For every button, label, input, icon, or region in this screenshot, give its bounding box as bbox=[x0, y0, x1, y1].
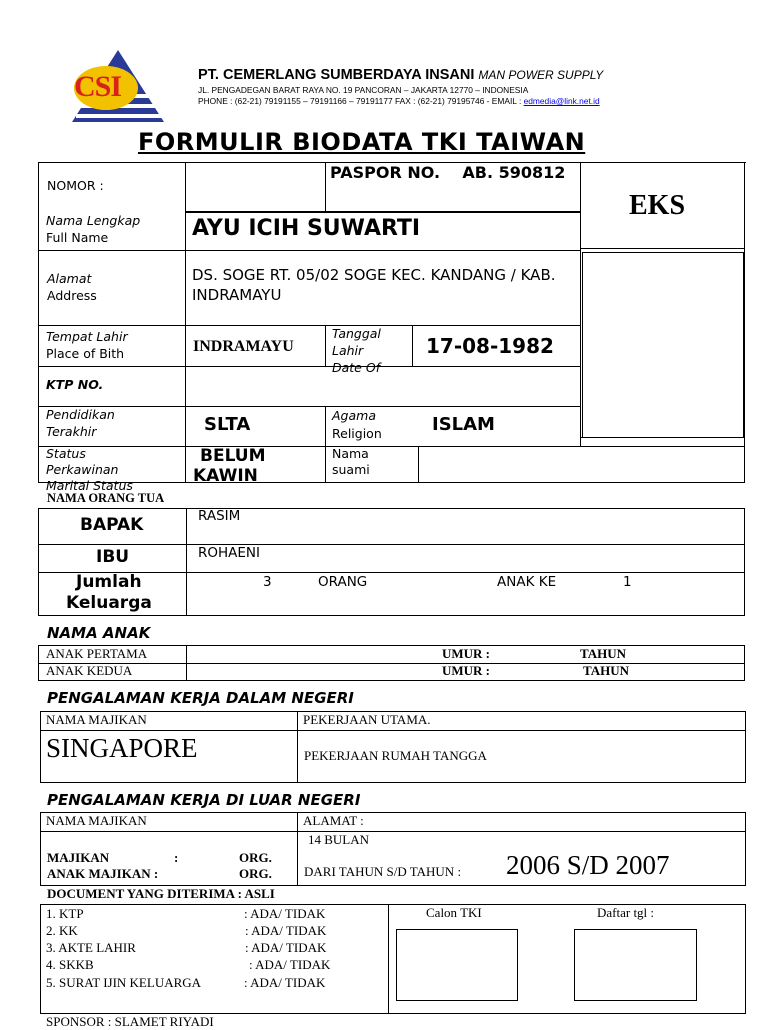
form-title: FORMULIR BIODATA TKI TAIWAN bbox=[138, 128, 586, 156]
status-value-line2: KAWIN bbox=[193, 466, 258, 486]
dn-pekerjaan-label: PEKERJAAN UTAMA. bbox=[303, 712, 431, 727]
keluarga-label: Keluarga bbox=[66, 593, 152, 613]
tempat-label-en: Place of Bith bbox=[46, 346, 125, 361]
sponsor-line: SPONSOR : SLAMET RIYADI bbox=[46, 1014, 214, 1029]
dn-majikan-label: NAMA MAJIKAN bbox=[46, 712, 147, 727]
anak-pertama-umur: UMUR : bbox=[442, 646, 491, 661]
doc-surat-label: 5. SURAT IJIN KELUARGA bbox=[46, 975, 202, 990]
orang-label: ORANG bbox=[318, 574, 368, 590]
doc-kk-status: : ADA/ TIDAK bbox=[245, 923, 327, 938]
religion-label: Religion bbox=[332, 426, 382, 441]
agama-label: Agama bbox=[332, 408, 376, 423]
logo-text: CSI bbox=[74, 70, 122, 103]
ln-dari-label: DARI TAHUN S/D TAHUN : bbox=[304, 864, 462, 879]
ln-anak-majikan-label: ANAK MAJIKAN : bbox=[47, 866, 159, 881]
doc-ktp-label: 1. KTP bbox=[46, 906, 84, 921]
dalam-negeri-heading: PENGALAMAN KERJA DALAM NEGERI bbox=[47, 689, 354, 707]
anak-kedua-label: ANAK KEDUA bbox=[46, 663, 133, 678]
alamat-label-en: Address bbox=[47, 288, 97, 303]
suami-label: Nama bbox=[332, 446, 369, 461]
nama-anak-heading: NAMA ANAK bbox=[47, 624, 151, 642]
company-contact: PHONE : (62-21) 79191155 – 79191166 – 79191177 FAX : (62-21) 79195746 - EMAIL : edmedia@link.net.id bbox=[198, 96, 600, 106]
nomor-label: NOMOR : bbox=[47, 178, 104, 193]
luar-negeri-heading: PENGALAMAN KERJA DI LUAR NEGERI bbox=[47, 791, 361, 809]
tanggal-value: 17-08-1982 bbox=[426, 334, 554, 358]
ln-alamat-label: ALAMAT : bbox=[303, 813, 364, 828]
anak-ke-label: ANAK KE bbox=[497, 574, 557, 590]
orang-tua-heading: NAMA ORANG TUA bbox=[47, 491, 165, 505]
ln-majikan-colon: : bbox=[174, 850, 179, 865]
status-label-box bbox=[46, 446, 183, 493]
tanggal-label: Tanggal bbox=[332, 326, 381, 341]
calon-tki-signature-box bbox=[396, 929, 518, 1001]
paspor-value: AB. 590812 bbox=[462, 163, 566, 182]
paspor-label: PASPOR NO. bbox=[330, 163, 441, 182]
dn-pekerjaan-value: PEKERJAAN RUMAH TANGGA bbox=[304, 748, 487, 763]
pendidikan-label: Pendidikan bbox=[46, 407, 115, 422]
suami-label-2: suami bbox=[332, 462, 370, 477]
nama-value: AYU ICIH SUWARTI bbox=[192, 216, 421, 241]
email-link[interactable]: edmedia@link.net.id bbox=[523, 96, 600, 106]
marital-status-label: Marital Status bbox=[46, 478, 133, 493]
ln-majikan-org: ORG. bbox=[239, 850, 272, 865]
nama-label: Nama Lengkap bbox=[46, 213, 141, 228]
status-value-line1: BELUM bbox=[200, 446, 266, 466]
status-label: Status bbox=[46, 446, 86, 461]
pendidikan-value: SLTA bbox=[204, 414, 251, 435]
doc-ktp-status: : ADA/ TIDAK bbox=[244, 906, 326, 921]
eks-label: EKS bbox=[629, 190, 686, 221]
anak-kedua-umur: UMUR : bbox=[442, 663, 491, 678]
anak-pertama-label: ANAK PERTAMA bbox=[46, 646, 148, 661]
ibu-value: ROHAENI bbox=[198, 545, 261, 561]
status-value-box bbox=[193, 446, 323, 486]
alamat-value-line1: DS. SOGE RT. 05/02 SOGE KEC. KANDANG / KAB. bbox=[192, 266, 556, 284]
doc-akte-label: 3. AKTE LAHIR bbox=[46, 940, 136, 955]
jumlah-label: Jumlah bbox=[76, 572, 142, 592]
lahir-label: Lahir bbox=[332, 343, 364, 358]
daftar-tgl-box bbox=[574, 929, 697, 1001]
bapak-value: RASIM bbox=[198, 508, 241, 524]
alamat-label: Alamat bbox=[47, 271, 92, 286]
calon-tki-label: Calon TKI bbox=[426, 905, 482, 920]
perkawinan-label: Perkawinan bbox=[46, 462, 119, 477]
tanggal-label-box bbox=[332, 326, 410, 375]
company-logo bbox=[66, 48, 166, 124]
company-address: JL. PENGADEGAN BARAT RAYA NO. 19 PANCORAN – JAKARTA 12770 – INDONESIA bbox=[198, 85, 529, 95]
documents-heading: DOCUMENT YANG DITERIMA : ASLI bbox=[47, 886, 275, 901]
alamat-value-line2: INDRAMAYU bbox=[192, 286, 282, 304]
doc-skkb-label: 4. SKKB bbox=[46, 957, 94, 972]
doc-akte-status: : ADA/ TIDAK bbox=[245, 940, 327, 955]
doc-surat-status: : ADA/ TIDAK bbox=[244, 975, 326, 990]
date-of-label: Date Of bbox=[332, 360, 381, 375]
company-name: PT. CEMERLANG SUMBERDAYA INSANI MAN POWER SUPPLY bbox=[198, 67, 604, 83]
ln-majikan-label: NAMA MAJIKAN bbox=[46, 813, 147, 828]
ibu-label: IBU bbox=[96, 547, 130, 567]
ln-duration: 14 BULAN bbox=[308, 832, 370, 847]
anak-pertama-tahun: TAHUN bbox=[580, 646, 626, 661]
tempat-label: Tempat Lahir bbox=[46, 329, 128, 344]
agama-value: ISLAM bbox=[432, 414, 495, 435]
jumlah-value: 3 bbox=[263, 574, 272, 590]
doc-skkb-status: : ADA/ TIDAK bbox=[249, 957, 331, 972]
ln-majikan-count-label: MAJIKAN bbox=[47, 850, 110, 865]
company-tagline: MAN POWER SUPPLY bbox=[478, 68, 604, 82]
photo-box bbox=[582, 252, 744, 438]
dn-majikan-value: SINGAPORE bbox=[46, 733, 198, 763]
ln-anak-majikan-org: ORG. bbox=[239, 866, 272, 881]
daftar-tgl-label: Daftar tgl : bbox=[597, 905, 655, 920]
ktp-label: KTP NO. bbox=[46, 377, 104, 392]
ln-dari-value: 2006 S/D 2007 bbox=[506, 850, 670, 880]
nama-label-en: Full Name bbox=[46, 230, 109, 245]
anak-kedua-tahun: TAHUN bbox=[583, 663, 629, 678]
anak-ke-value: 1 bbox=[623, 574, 632, 590]
bapak-label: BAPAK bbox=[80, 515, 144, 535]
terakhir-label: Terakhir bbox=[46, 424, 97, 439]
documents-heading-value: ASLI bbox=[244, 886, 275, 901]
doc-kk-label: 2. KK bbox=[46, 923, 78, 938]
tempat-value: INDRAMAYU bbox=[193, 338, 294, 355]
